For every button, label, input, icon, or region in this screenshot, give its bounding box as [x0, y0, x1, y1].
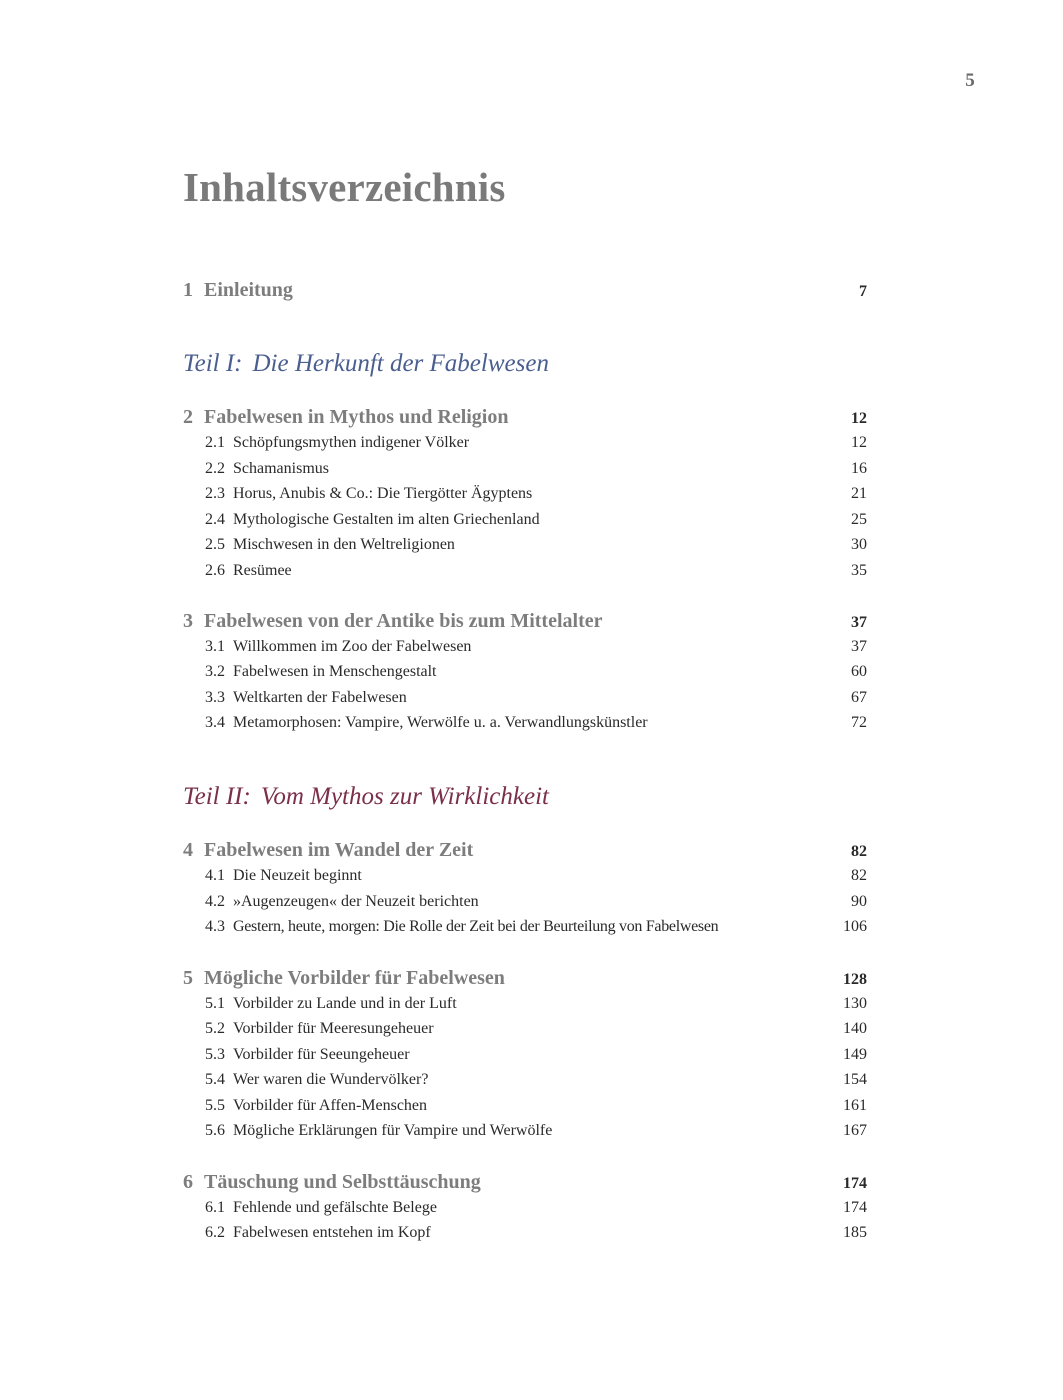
page-ref: 149: [843, 1046, 867, 1063]
section-number: 5.1: [205, 995, 225, 1012]
page-ref: 67: [851, 689, 867, 706]
section-title: Schöpfungsmythen indigener Völker: [233, 434, 470, 451]
toc-chapter-1[interactable]: [183, 279, 867, 305]
chapter-title: Einleitung: [204, 279, 293, 301]
page-ref: 140: [843, 1020, 867, 1037]
part-1-heading: [183, 350, 549, 378]
toc-section[interactable]: [205, 1122, 867, 1148]
page-ref: 30: [851, 536, 867, 553]
section-title: Fabelwesen in Menschengestalt: [233, 663, 437, 680]
toc-section[interactable]: [205, 995, 867, 1021]
section-title: Metamorphosen: Vampire, Werwölfe u. a. Verwandlungskünstler: [233, 714, 648, 731]
section-number: 4.1: [205, 867, 225, 884]
page-ref: 82: [851, 867, 867, 884]
section-number: 6.2: [205, 1224, 225, 1241]
toc-section[interactable]: [205, 485, 867, 511]
chapter-number: 4: [183, 839, 193, 861]
page-ref: 161: [843, 1097, 867, 1114]
page-ref: 106: [843, 918, 867, 935]
toc-section[interactable]: [205, 1071, 867, 1097]
section-title: Vorbilder zu Lande und in der Luft: [233, 995, 457, 1012]
page-ref: 35: [851, 562, 867, 579]
page-ref: 167: [843, 1122, 867, 1139]
section-title: Fehlende und gefälschte Belege: [233, 1199, 437, 1216]
page-ref: 21: [851, 485, 867, 502]
chapter-title: Fabelwesen in Mythos und Religion: [204, 406, 509, 428]
section-number: 6.1: [205, 1199, 225, 1216]
section-title: Vorbilder für Seeungeheuer: [233, 1046, 410, 1063]
page-ref: 37: [851, 638, 867, 655]
chapter-title: Fabelwesen im Wandel der Zeit: [204, 839, 474, 861]
page-ref: 174: [843, 1199, 867, 1216]
toc-section[interactable]: [205, 714, 867, 740]
page-number: 5: [965, 70, 975, 91]
page-ref: 25: [851, 511, 867, 528]
section-title: Mythologische Gestalten im alten Griechenland: [233, 511, 540, 528]
chapter-title: Mögliche Vorbilder für Fabelwesen: [204, 967, 505, 989]
toc-chapter-5[interactable]: [183, 967, 867, 993]
page-ref: 16: [851, 460, 867, 477]
page-ref: 7: [859, 283, 867, 300]
chapter-number: 2: [183, 406, 193, 428]
toc-chapter-2[interactable]: [183, 406, 867, 432]
toc-section[interactable]: [205, 689, 867, 715]
toc-section[interactable]: [205, 1046, 867, 1072]
section-number: 5.6: [205, 1122, 225, 1139]
section-number: 2.2: [205, 460, 225, 477]
chapter-number: 6: [183, 1171, 193, 1193]
part-title: Die Herkunft der Fabelwesen: [252, 350, 549, 377]
section-title: Schamanismus: [233, 460, 329, 477]
section-title: Vorbilder für Affen-Menschen: [233, 1097, 428, 1114]
section-title: Weltkarten der Fabelwesen: [233, 689, 407, 706]
toc-section[interactable]: [205, 638, 867, 664]
part-2-heading: [183, 783, 549, 811]
chapter-title: Fabelwesen von der Antike bis zum Mittelalter: [204, 610, 603, 632]
section-number: 2.5: [205, 536, 225, 553]
toc-section[interactable]: [205, 1020, 867, 1046]
section-title: Vorbilder für Meeresungeheuer: [233, 1020, 434, 1037]
page-title: Inhaltsverzeichnis: [183, 164, 506, 210]
section-number: 4.2: [205, 893, 225, 910]
section-number: 2.4: [205, 511, 225, 528]
section-number: 2.6: [205, 562, 225, 579]
section-title: Willkommen im Zoo der Fabelwesen: [233, 638, 472, 655]
page-ref: 12: [851, 434, 867, 451]
section-number: 3.4: [205, 714, 225, 731]
toc-chapter-6[interactable]: [183, 1171, 867, 1197]
section-number: 2.3: [205, 485, 225, 502]
section-title: Die Neuzeit beginnt: [233, 867, 362, 884]
section-title: Gestern, heute, morgen: Die Rolle der Zeit bei der Beurteilung von Fabelwesen: [233, 918, 719, 935]
toc-section[interactable]: [205, 867, 867, 893]
page-ref: 82: [851, 843, 867, 860]
section-number: 3.3: [205, 689, 225, 706]
section-number: 3.2: [205, 663, 225, 680]
section-title: Mischwesen in den Weltreligionen: [233, 536, 455, 553]
part-title: Vom Mythos zur Wirklichkeit: [260, 783, 549, 810]
toc-section[interactable]: [205, 663, 867, 689]
section-number: 4.3: [205, 918, 225, 935]
section-number: 5.2: [205, 1020, 225, 1037]
section-number: 2.1: [205, 434, 225, 451]
toc-section[interactable]: [205, 893, 867, 919]
toc-section[interactable]: [205, 918, 867, 944]
page-ref: 12: [851, 410, 867, 427]
section-title: »Augenzeugen« der Neuzeit berichten: [233, 893, 479, 910]
page-ref: 128: [843, 971, 867, 988]
part-prefix: Teil I:: [183, 350, 243, 377]
page-ref: 174: [843, 1175, 867, 1192]
toc-section[interactable]: [205, 511, 867, 537]
toc-section[interactable]: [205, 1224, 867, 1250]
toc-section[interactable]: [205, 536, 867, 562]
toc-chapter-4[interactable]: [183, 839, 867, 865]
section-number: 5.4: [205, 1071, 225, 1088]
page-ref: 90: [851, 893, 867, 910]
section-title: Mögliche Erklärungen für Vampire und Werwölfe: [233, 1122, 553, 1139]
chapter-title: Täuschung und Selbsttäuschung: [204, 1171, 481, 1193]
section-number: 5.5: [205, 1097, 225, 1114]
chapter-number: 1: [183, 279, 193, 301]
toc-section[interactable]: [205, 1199, 867, 1225]
toc-section[interactable]: [205, 1097, 867, 1123]
section-number: 5.3: [205, 1046, 225, 1063]
page-ref: 72: [851, 714, 867, 731]
section-title: Horus, Anubis & Co.: Die Tiergötter Ägyptens: [233, 485, 533, 502]
page-ref: 154: [843, 1071, 867, 1088]
part-prefix: Teil II:: [183, 783, 251, 810]
section-title: Resümee: [233, 562, 292, 579]
page-ref: 37: [851, 614, 867, 631]
section-number: 3.1: [205, 638, 225, 655]
toc-section[interactable]: [205, 460, 867, 486]
page-ref: 185: [843, 1224, 867, 1241]
toc-chapter-3[interactable]: [183, 610, 867, 636]
toc-section[interactable]: [205, 562, 867, 588]
page-ref: 60: [851, 663, 867, 680]
chapter-number: 5: [183, 967, 193, 989]
chapter-number: 3: [183, 610, 193, 632]
section-title: Wer waren die Wundervölker?: [233, 1071, 429, 1088]
toc-section[interactable]: [205, 434, 867, 460]
section-title: Fabelwesen entstehen im Kopf: [233, 1224, 431, 1241]
page-ref: 130: [843, 995, 867, 1012]
